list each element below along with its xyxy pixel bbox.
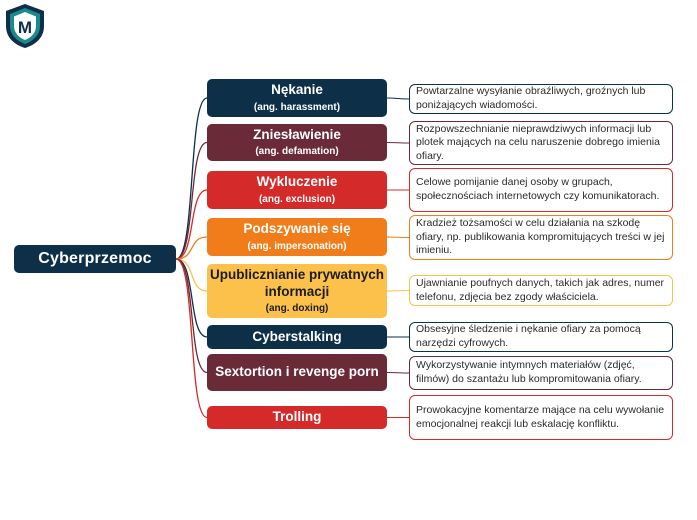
category-description: Powtarzalne wysyłanie obraźliwych, groźnych lub poniżających wiadomości. [409,84,673,114]
description-connector [387,237,409,238]
description-connector [387,98,409,99]
category-title: Sextortion i revenge porn [215,364,379,380]
category-title: Trolling [272,409,322,425]
category-title: Upublicznianie prywatnych informacji [209,267,385,299]
root-label: Cyberprzemoc [38,250,152,267]
category-node [207,354,387,391]
category-description: Obsesyjne śledzenie i nękanie ofiary za pomocą narzędzi cyfrowych. [409,322,673,352]
category-title: Podszywanie się [243,221,351,237]
category-subtitle: (ang. impersonation) [247,240,347,252]
category-node [207,218,387,256]
description-connector [387,291,409,292]
shield-logo-icon [2,2,48,50]
category-node [207,264,387,318]
category-description: Prowokacyjne komentarze mające na celu wywołanie emocjonalnej reakcji lub eskalację konfliktu. [409,395,673,440]
category-node [207,171,387,209]
root-connector [176,259,207,291]
category-title: Wykluczenie [256,174,338,190]
category-title: Nękanie [271,82,323,98]
category-node [207,406,387,429]
category-node [207,79,387,117]
root-node [14,245,176,273]
category-subtitle: (ang. harassment) [253,101,341,113]
description-connector [387,143,409,144]
root-connector [176,143,207,260]
category-description: Celowe pomijanie danej osoby w grupach, społecznościach internetowych czy komunikatorach. [409,168,673,212]
category-subtitle: (ang. doxing) [265,302,329,314]
root-connector [176,259,207,418]
svg-text:M: M [17,18,33,37]
category-node [207,124,387,161]
category-description: Kradzież tożsamości w celu działania na szkodę ofiary, np. publikowania kompromitujących treści w jej imieniu. [409,215,673,260]
category-node [207,325,387,349]
category-description: Rozpowszechnianie nieprawdziwych informacji lub plotek mających na celu naruszenie dobrego imienia ofiary. [409,121,673,165]
root-connector [176,259,207,373]
description-connector [387,373,409,374]
category-title: Cyberstalking [252,328,342,344]
category-subtitle: (ang. defamation) [255,146,339,158]
category-description: Wykorzystywanie intymnych materiałów (zdjęć, filmów) do szantażu lub kompromitowania ofiary. [409,356,673,390]
category-subtitle: (ang. exclusion) [258,193,336,205]
category-description: Ujawnianie poufnych danych, takich jak adres, numer telefonu, zdjęcia bez zgody właściciela. [409,275,673,306]
root-connector [176,98,207,259]
category-title: Zniesławienie [253,126,341,142]
